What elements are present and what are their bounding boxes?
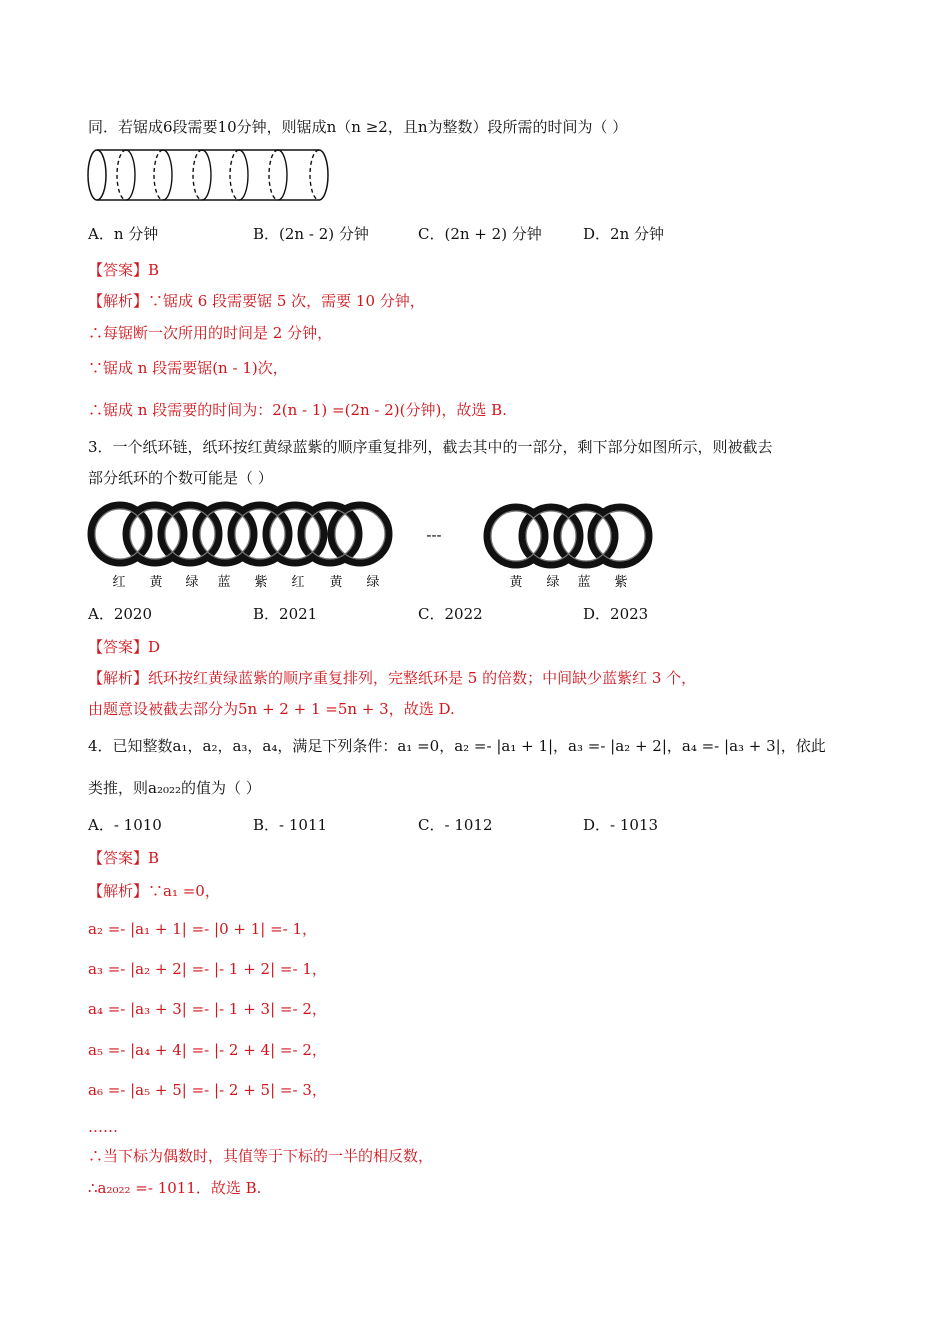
q3-explanation-1: 【解析】纸环按红黄绿蓝紫的顺序重复排列，完整纸环是 5 的倍数；中间缺少蓝紫红 3 个，: [88, 669, 697, 687]
ring-label: 黄: [329, 575, 343, 590]
q4-explanation-3: a₃ =- |a₂ + 2| =- |- 1 + 2| =- 1，: [88, 960, 327, 978]
q2-option-b: B．(2n - 2) 分钟: [253, 225, 369, 243]
q4-option-c: C．- 1012: [418, 816, 493, 834]
q4-explanation-2: a₂ =- |a₁ + 1| =- |0 + 1| =- 1，: [88, 920, 318, 938]
q3-explanation-2: 由题意设被截去部分为5n + 2 + 1 =5n + 3，故选 D.: [88, 700, 455, 718]
q4-explanation-9: ∴a₂₀₂₂ =- 1011．故选 B.: [88, 1179, 262, 1197]
ring-label: 黄: [509, 575, 523, 590]
q3-stem-line2: 部分纸环的个数可能是（ ）: [88, 469, 273, 487]
ring-label: 绿: [546, 575, 560, 590]
ring-label: 黄: [149, 575, 163, 590]
ring-label: 紫: [254, 575, 268, 590]
q4-option-b: B．- 1011: [253, 816, 328, 834]
ring-label: 红: [112, 575, 126, 590]
q4-explanation-8: ∴当下标为偶数时，其值等于下标的一半的相反数，: [88, 1147, 434, 1165]
q4-option-d: D．- 1013: [583, 816, 659, 834]
q2-explanation-4: ∴锯成 n 段需要的时间为：2(n - 1) =(2n - 2)(分钟)，故选 B.: [88, 401, 507, 419]
q3-stem-line1: 3．一个纸环链，纸环按红黄绿蓝紫的顺序重复排列，截去其中的一部分，剩下部分如图所示，则被截去: [88, 438, 773, 456]
q2-answer: 【答案】B: [88, 261, 160, 279]
q3-option-c: C．2022: [418, 605, 483, 623]
q3-option-b: B．2021: [253, 605, 318, 623]
ring-label: 红: [291, 575, 305, 590]
log-sawing-figure: [86, 148, 331, 204]
q2-option-c: C．(2n + 2) 分钟: [418, 225, 542, 243]
q2-explanation-2: ∴每锯断一次所用的时间是 2 分钟，: [88, 324, 333, 342]
ring-label: 紫: [614, 575, 628, 590]
q2-explanation-3: ∵锯成 n 段需要锯(n - 1)次，: [88, 359, 288, 377]
q2-explanation-1: 【解析】∵锯成 6 段需要锯 5 次，需要 10 分钟，: [88, 292, 425, 310]
q4-stem-line2: 类推，则a₂₀₂₂的值为（ ）: [88, 779, 261, 797]
q4-option-a: A．- 1010: [88, 816, 162, 834]
paper-ring-chain-figure: [84, 498, 659, 594]
q4-explanation-5: a₅ =- |a₄ + 4| =- |- 2 + 4| =- 2，: [88, 1041, 327, 1059]
q4-answer: 【答案】B: [88, 849, 160, 867]
q4-explanation-1: 【解析】∵a₁ =0，: [88, 882, 220, 900]
q4-stem-line1: 4．已知整数a₁，a₂，a₃，a₄，满足下列条件：a₁ =0，a₂ =- |a₁ + 1|，a₃ =- |a₂ + 2|，a₄ =- |a₃ + 3|，依此: [88, 737, 826, 755]
q3-answer: 【答案】D: [88, 638, 161, 656]
ring-label: 绿: [366, 575, 380, 590]
q4-explanation-7: ……: [88, 1118, 118, 1136]
q3-option-d: D．2023: [583, 605, 649, 623]
ring-label: 蓝: [577, 575, 591, 590]
q4-explanation-4: a₄ =- |a₃ + 3| =- |- 1 + 3| =- 2，: [88, 1000, 327, 1018]
q2-option-a: A．n 分钟: [88, 225, 159, 243]
q3-option-a: A．2020: [88, 605, 153, 623]
ring-label: 蓝: [217, 575, 231, 590]
q2-option-d: D．2n 分钟: [583, 225, 665, 243]
q2-stem: 同．若锯成6段需要10分钟，则锯成n（n ≥2，且n为整数）段所需的时间为（ ）: [88, 118, 628, 136]
q4-explanation-6: a₆ =- |a₅ + 5| =- |- 2 + 5| =- 3，: [88, 1081, 327, 1099]
chain-gap-dash: ---: [426, 528, 442, 544]
ring-label: 绿: [185, 575, 199, 590]
